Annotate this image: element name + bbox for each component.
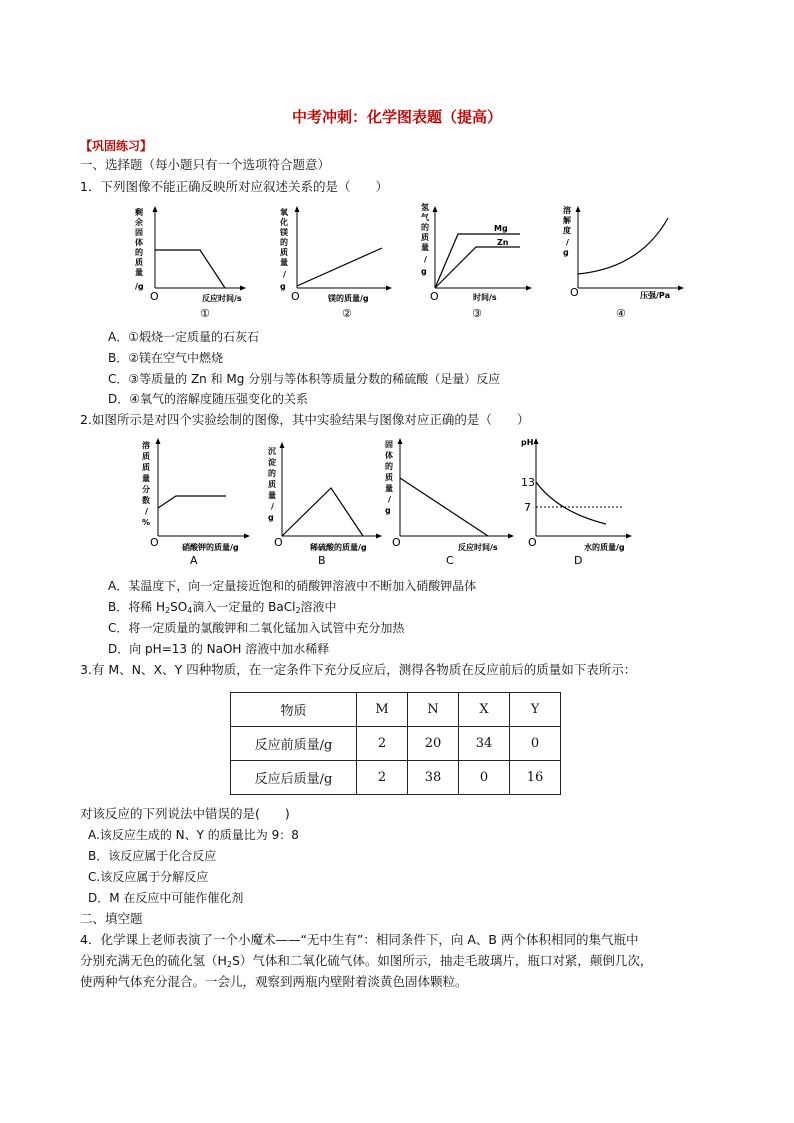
- q1-g1-origin: O: [150, 290, 159, 303]
- q2-gc-xlabel: 反应时间/s: [458, 543, 498, 552]
- q1-g1-ylabel: [135, 207, 144, 291]
- table-cell: 16: [510, 761, 561, 795]
- svg-text:余: 余: [135, 218, 143, 227]
- table-cell: 0: [459, 761, 510, 795]
- q2-graph-a: [141, 438, 250, 567]
- table-header-row: [231, 693, 561, 727]
- svg-text:固: 固: [385, 440, 393, 449]
- q1-g2-curve: [297, 248, 382, 286]
- q1-graph-2: [279, 206, 392, 320]
- q1-option-b: B．②镁在空气中燃烧: [108, 351, 223, 365]
- svg-text:量: 量: [142, 474, 150, 483]
- q2-gb-xlabel: 稀硫酸的质量/g: [310, 543, 367, 552]
- section-tag: 【巩固练习】: [80, 139, 153, 153]
- svg-text:分: 分: [142, 485, 150, 494]
- q2-option-b: B．将稀 $H_2SO_4$滴入一定量的 BaCl$_2$溶液中: [108, 600, 337, 615]
- q2-gc-curve: [400, 478, 488, 536]
- svg-text:溶: 溶: [142, 441, 150, 450]
- q1-g4-number: ④: [616, 307, 626, 320]
- svg-text:/: /: [424, 255, 427, 264]
- svg-text:/: /: [388, 495, 391, 504]
- q2-ga-curve: [158, 496, 226, 508]
- svg-text:量: 量: [280, 258, 288, 267]
- svg-text:/: /: [283, 270, 286, 279]
- svg-text:数: 数: [142, 496, 150, 505]
- q1-g3-number: ③: [472, 307, 482, 320]
- q1-option-a: A．①煅烧一定质量的石灰石: [108, 330, 259, 344]
- table-cell: 20: [408, 727, 459, 761]
- table-cell: 34: [459, 727, 510, 761]
- svg-text:g: g: [385, 506, 391, 515]
- table-cell: 38: [408, 761, 459, 795]
- svg-text:气: 气: [421, 213, 429, 222]
- q2-ga-xlabel: 硝酸钾的质量/g: [182, 543, 239, 552]
- table-cell: 0: [510, 727, 561, 761]
- table-row: [231, 727, 561, 761]
- q2-gd-ylabel: pH: [521, 438, 534, 447]
- svg-text:化: 化: [280, 218, 288, 227]
- q2-option-a: A．某温度下，向一定量接近饱和的硝酸钾溶液中不断加入硝酸钾晶体: [108, 579, 477, 593]
- q2-ga-origin: O: [150, 536, 159, 549]
- q2-gd-letter: D: [574, 554, 583, 567]
- q2-gb-curve: [282, 488, 363, 536]
- q1-stem: 1．下列图像不能正确反映所对应叙述关系的是（ ）: [80, 179, 388, 194]
- q2-gd-curve: [536, 482, 606, 524]
- svg-text:量: 量: [421, 243, 429, 252]
- q3-option-d: D．M 在反应中可能作催化剂: [88, 891, 244, 905]
- svg-text:g: g: [563, 248, 569, 257]
- svg-text:固: 固: [135, 228, 143, 237]
- q2-graphs: [138, 432, 648, 570]
- q2-stem: 2.如图所示是对四个实验绘制的图像，其中实验结果与图像对应正确的是（ ）: [80, 412, 530, 427]
- svg-text:质: 质: [268, 480, 276, 489]
- q1-graph-3: [421, 202, 532, 320]
- svg-text:/g: /g: [135, 282, 144, 291]
- table-cell: 2: [357, 727, 408, 761]
- q3-question: 对该反应的下列说法中错误的是( ): [80, 806, 290, 821]
- svg-text:氢: 氢: [421, 203, 429, 212]
- q2-graph-b: [268, 442, 382, 567]
- q2-gb-letter: B: [318, 554, 326, 567]
- svg-text:质: 质: [142, 463, 150, 472]
- q3-table: [230, 692, 561, 795]
- svg-text:/: /: [145, 507, 148, 516]
- svg-text:%: %: [142, 518, 151, 527]
- q4-line-2: 分别充满无色的硫化氢$(H_2S)$气体和二氧化硫气体。如图所示，抽走毛玻璃片，瓶口对紧，颠倒几次，: [80, 953, 653, 969]
- q1-g2-xlabel: 镁的质量/g: [328, 294, 369, 303]
- svg-text:质: 质: [280, 248, 288, 257]
- svg-text:体: 体: [135, 238, 143, 247]
- svg-text:质: 质: [421, 233, 429, 242]
- svg-text:量: 量: [385, 484, 393, 493]
- svg-text:的: 的: [421, 223, 429, 232]
- q3-option-b: B．该反应属于化合反应: [88, 849, 217, 863]
- svg-text:镁: 镁: [280, 228, 288, 237]
- table-cell: X: [459, 693, 510, 727]
- q1-g4-xlabel: 压强/Pa: [640, 291, 670, 300]
- q3-stem: 3.有 M、N、X、Y 四种物质，在一定条件下充分反应后，测得各物质在反应前后的质量如下表所示：: [80, 662, 637, 677]
- q1-g3-curve-zn: [435, 247, 520, 288]
- svg-text:的: 的: [135, 248, 143, 257]
- q1-g1-curve: [155, 250, 225, 288]
- q2-ga-ylabel: [141, 440, 150, 527]
- svg-text:量: 量: [135, 268, 143, 277]
- svg-text:氧: 氧: [280, 208, 288, 217]
- q1-option-d: D．④氧气的溶解度随压强变化的关系: [108, 392, 308, 406]
- q1-g3-series-mg: Mg: [494, 224, 508, 233]
- svg-text:剩: 剩: [135, 208, 143, 217]
- q1-graphs: [130, 200, 690, 322]
- q1-option-c: C．③等质量的 Zn 和 Mg 分别与等体积等质量分数的稀硫酸（足量）反应: [108, 372, 501, 386]
- svg-text:溶: 溶: [563, 206, 571, 215]
- table-cell: 物质: [231, 693, 357, 727]
- svg-text:沉: 沉: [268, 447, 276, 456]
- q2-graph-c: [385, 438, 514, 567]
- table-cell: M: [357, 693, 408, 727]
- q1-g1-number: ①: [200, 307, 210, 320]
- q2-gc-ylabel: [385, 439, 393, 515]
- q1-g2-ylabel: [279, 207, 289, 291]
- svg-text:淀: 淀: [268, 458, 276, 467]
- q3-option-a: A.该反应生成的 N、Y 的质量比为 9：8: [88, 828, 299, 842]
- q1-g2-number: ②: [342, 307, 352, 320]
- table-cell: 2: [357, 761, 408, 795]
- q1-graph-4: [563, 205, 684, 320]
- q2-gd-xlabel: 水的质量/g: [584, 543, 625, 552]
- svg-text:g: g: [280, 282, 286, 291]
- q2-ga-letter: A: [190, 554, 198, 567]
- q1-g2-origin: O: [291, 290, 300, 303]
- q1-g1-xlabel: 反应时间/s: [202, 294, 242, 303]
- svg-text:g: g: [421, 267, 427, 276]
- q2-gb-origin: O: [274, 536, 283, 549]
- svg-text:体: 体: [385, 451, 393, 460]
- q4-line-1: 4．化学课上老师表演了一个小魔术——“无中生有”：相同条件下，向 A、B 两个体积相同的集气瓶中: [80, 932, 639, 947]
- svg-text:质: 质: [135, 258, 143, 267]
- q1-g4-ylabel: [563, 205, 571, 257]
- table-cell: 反应前质量/g: [231, 727, 357, 761]
- svg-text:解: 解: [563, 216, 571, 225]
- table-cell: 反应后质量/g: [231, 761, 357, 795]
- part2-heading: 二、填空题: [80, 911, 143, 926]
- q1-g3-origin: O: [430, 290, 439, 303]
- q1-graph-1: [135, 206, 246, 320]
- table-cell: Y: [510, 693, 561, 727]
- q1-g3-xlabel: 时间/s: [473, 293, 497, 302]
- q2-graph-d: [521, 438, 632, 567]
- q2-gd-tick-7: 7: [524, 501, 531, 514]
- part1-heading: 一、选择题（每小题只有一个选项符合题意）: [80, 157, 331, 172]
- q2-gd-tick-13: 13: [521, 476, 535, 489]
- page-title: 中考冲刺：化学图表题（提高）: [291, 108, 502, 126]
- q3-option-c: C.该反应属于分解反应: [88, 870, 209, 884]
- q2-option-d: D．向 pH=13 的 NaOH 溶液中加水稀释: [108, 642, 330, 656]
- svg-text:的: 的: [385, 462, 393, 471]
- table-row: [231, 761, 561, 795]
- svg-text:/: /: [566, 238, 569, 247]
- svg-text:量: 量: [268, 491, 276, 500]
- svg-text:/: /: [271, 502, 274, 511]
- svg-text:质: 质: [142, 452, 150, 461]
- svg-text:度: 度: [563, 226, 571, 235]
- q2-gd-origin: O: [528, 536, 537, 549]
- q1-g4-origin: O: [570, 286, 579, 299]
- q2-gb-ylabel: [268, 446, 276, 522]
- q1-g3-series-zn: Zn: [497, 238, 509, 247]
- q2-option-c: C．将一定质量的氯酸钾和二氧化锰加入试管中充分加热: [108, 621, 405, 635]
- svg-text:的: 的: [268, 469, 276, 478]
- svg-text:质: 质: [385, 473, 393, 482]
- table-cell: N: [408, 693, 459, 727]
- q1-g4-curve: [578, 218, 668, 274]
- q4-line-3: 使两种气体充分混合。一会儿，观察到两瓶内壁附着淡黄色固体颗粒。: [80, 974, 468, 989]
- svg-text:的: 的: [280, 238, 288, 247]
- svg-text:g: g: [268, 513, 274, 522]
- q1-g3-ylabel: [421, 202, 430, 276]
- q2-gc-origin: O: [392, 536, 401, 549]
- q2-gc-letter: C: [446, 554, 454, 567]
